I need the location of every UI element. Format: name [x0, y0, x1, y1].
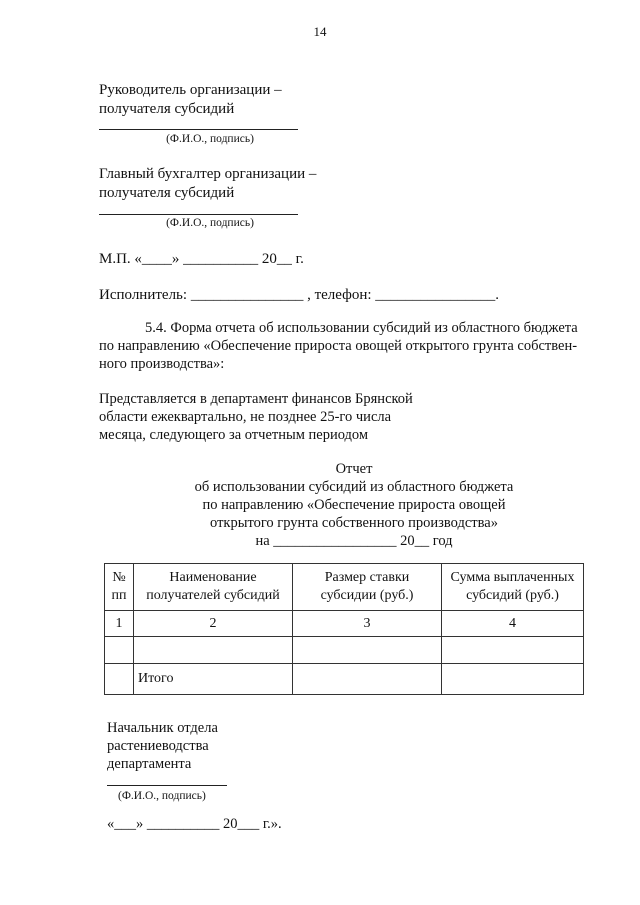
dept-date-line: «___» __________ 20___ г.».: [107, 816, 282, 832]
table-header-row: [105, 564, 584, 611]
table-cell: [105, 637, 134, 664]
table-cell: [293, 664, 442, 695]
section-line3: ного производства»:: [99, 356, 225, 372]
table-row-empty: [105, 637, 584, 664]
submission-line3: месяца, следующего за отчетным периодом: [99, 427, 369, 443]
submission-line1: Представляется в департамент финансов Брянской: [99, 391, 413, 407]
table-cell: 1: [105, 611, 134, 637]
report-title-line4: открытого грунта собственного производства»: [210, 515, 498, 531]
table-cell: [293, 637, 442, 664]
section-line1: 5.4. Форма отчета об использовании субсидий из областного бюджета: [145, 320, 578, 336]
table-row-total: [105, 664, 584, 695]
table-cell: 2: [134, 611, 293, 637]
dept-signature-caption: (Ф.И.О., подпись): [118, 790, 206, 802]
dept-title-line3: департамента: [107, 756, 192, 772]
header-cell-paid-amount: Сумма выплаченных субсидий (руб.): [442, 564, 584, 611]
header-cell-recipient-name: Наименование получателей субсидий: [134, 564, 293, 611]
head-signature-line: [99, 129, 298, 130]
page-number: 14: [313, 24, 327, 39]
report-table: [104, 563, 584, 695]
head-signature-caption: (Ф.И.О., подпись): [166, 133, 254, 145]
accountant-title-line1: Главный бухгалтер организации –: [99, 166, 317, 182]
dept-signature-line: [107, 785, 227, 786]
report-title-line1: Отчет: [335, 461, 373, 477]
dept-title-line2: растениеводства: [107, 738, 209, 754]
header-cell-number: № пп: [105, 564, 134, 611]
table-cell: 4: [442, 611, 584, 637]
accountant-signature-line: [99, 214, 298, 215]
header-cell-rate: Размер ставки субсидии (руб.): [293, 564, 442, 611]
executor-phone-line: Исполнитель: _______________ , телефон: ________________.: [99, 287, 500, 303]
table-row-column-numbers: [105, 611, 584, 637]
section-line2: по направлению «Обеспечение прироста овощей открытого грунта собствен-: [99, 338, 578, 354]
table-cell: [442, 637, 584, 664]
report-title-line2: об использовании субсидий из областного бюджета: [194, 479, 514, 495]
submission-line2: области ежеквартально, не позднее 25-го числа: [99, 409, 392, 425]
report-title-line5: на _________________ 20__ год: [255, 533, 453, 549]
table-cell: [442, 664, 584, 695]
head-title-line1: Руководитель организации –: [99, 82, 282, 98]
table-cell: 3: [293, 611, 442, 637]
accountant-title-line2: получателя субсидий: [99, 185, 235, 201]
head-title-line2: получателя субсидий: [99, 101, 235, 117]
stamp-date-line: М.П. «____» __________ 20__ г.: [99, 251, 304, 267]
report-title-line3: по направлению «Обеспечение прироста овощей: [202, 497, 506, 513]
accountant-signature-caption: (Ф.И.О., подпись): [166, 217, 254, 229]
dept-title-line1: Начальник отдела: [107, 720, 218, 736]
table-cell: [134, 637, 293, 664]
table-cell: [105, 664, 134, 695]
total-label-cell: Итого: [134, 664, 293, 695]
